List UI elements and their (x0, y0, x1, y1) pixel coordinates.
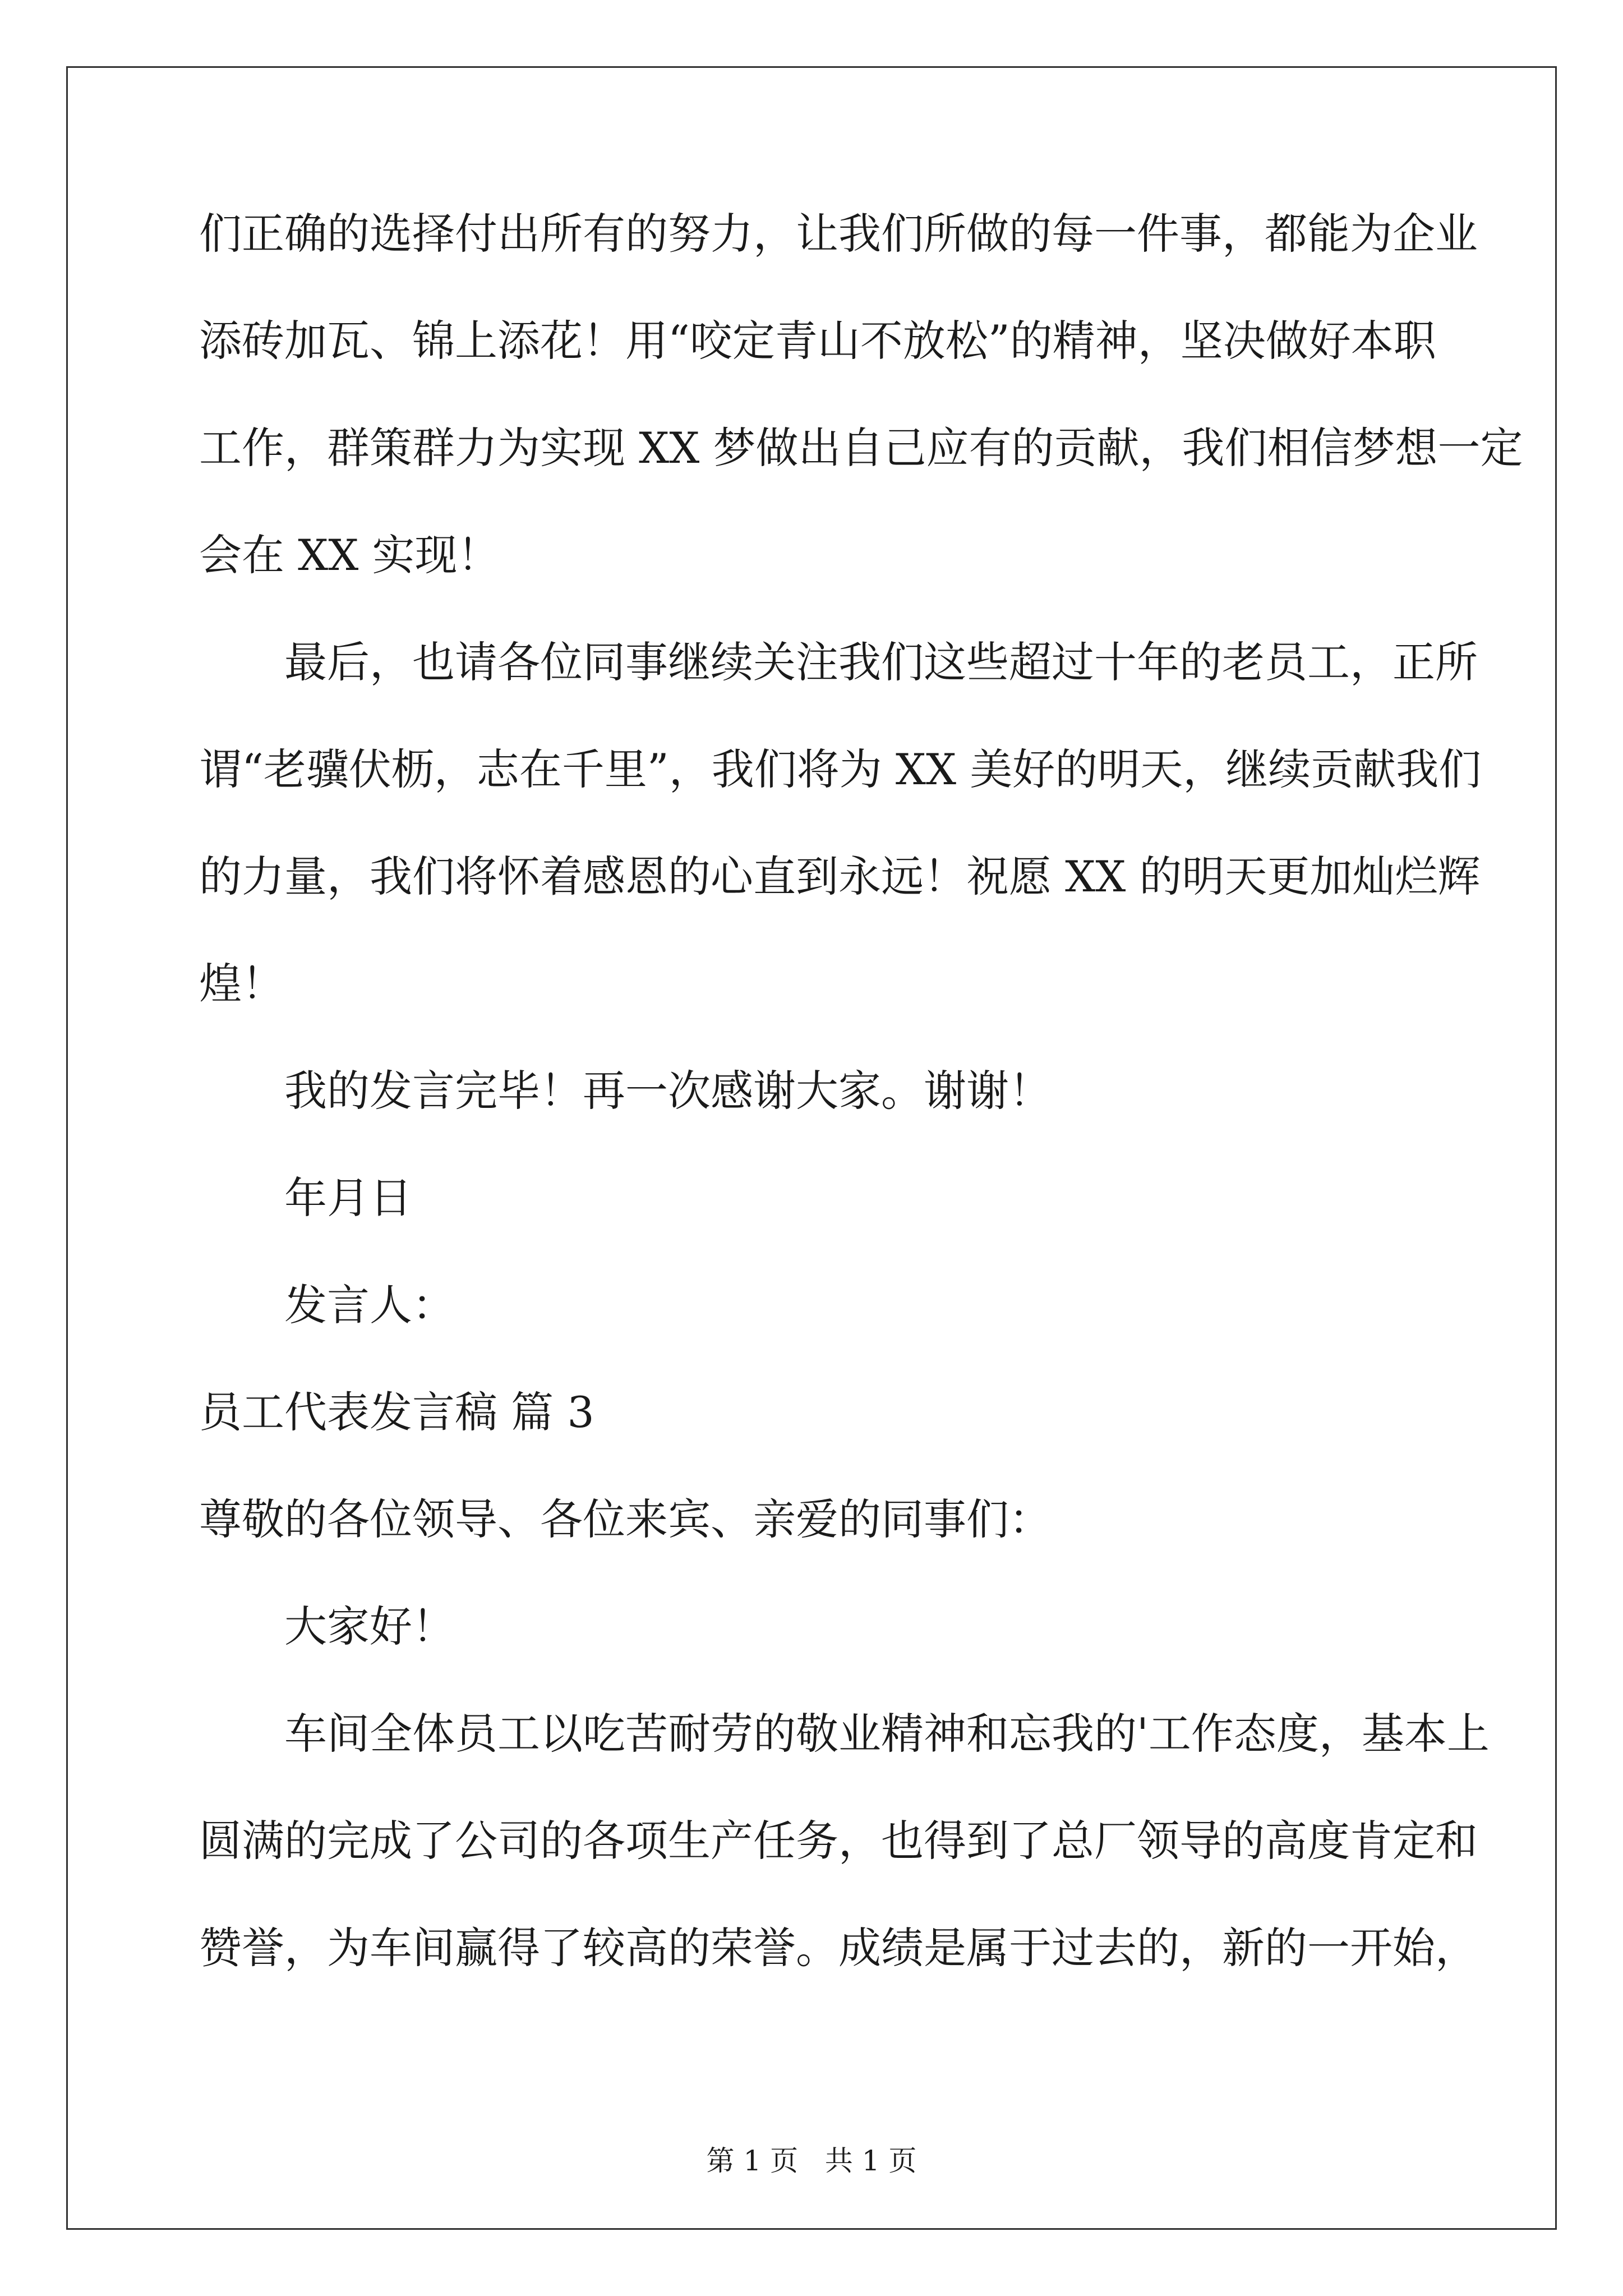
speaker-line: 发言人： (284, 1280, 455, 1330)
text-line: 圆满的完成了公司的各项生产任务，也得到了总厂领导的高度肯定和 (199, 1816, 1478, 1866)
text-line: 的力量，我们将怀着感恩的心直到永远！祝愿 XX 的明天更加灿烂辉 (199, 852, 1481, 901)
document-body (199, 208, 1523, 2029)
closing-line: 我的发言完毕！再一次感谢大家。谢谢！ (284, 1066, 1052, 1116)
text-line: 添砖加瓦、锦上添花！用“咬定青山不放松”的精神，坚决做好本职 (199, 316, 1436, 366)
text-line: 会在 XX 实现！ (199, 530, 500, 580)
greeting-line: 大家好！ (284, 1602, 455, 1651)
text-line: 车间全体员工以吃苦耐劳的敬业精神和忘我的'工作态度，基本上 (284, 1709, 1490, 1759)
text-line: 最后，也请各位同事继续关注我们这些超过十年的老员工，正所 (284, 637, 1478, 687)
section-heading: 员工代表发言稿 篇 3 (199, 1387, 594, 1437)
date-line: 年月日 (284, 1173, 412, 1223)
salutation-line: 尊敬的各位领导、各位来宾、亲爱的同事们： (199, 1494, 1052, 1544)
text-line: 煌！ (199, 959, 284, 1009)
text-line: 们正确的选择付出所有的努力，让我们所做的每一件事，都能为企业 (199, 209, 1478, 259)
text-line: 谓“老骥伏枥，志在千里”，我们将为 XX 美好的明天，继续贡献我们 (199, 744, 1482, 794)
page-number-footer: 第 1 页 共 1 页 (706, 2145, 917, 2177)
text-line: 赞誉，为车间赢得了较高的荣誉。成绩是属于过去的，新的一开始， (199, 1923, 1478, 1973)
text-line: 工作，群策群力为实现 XX 梦做出自己应有的贡献，我们相信梦想一定 (199, 423, 1523, 473)
